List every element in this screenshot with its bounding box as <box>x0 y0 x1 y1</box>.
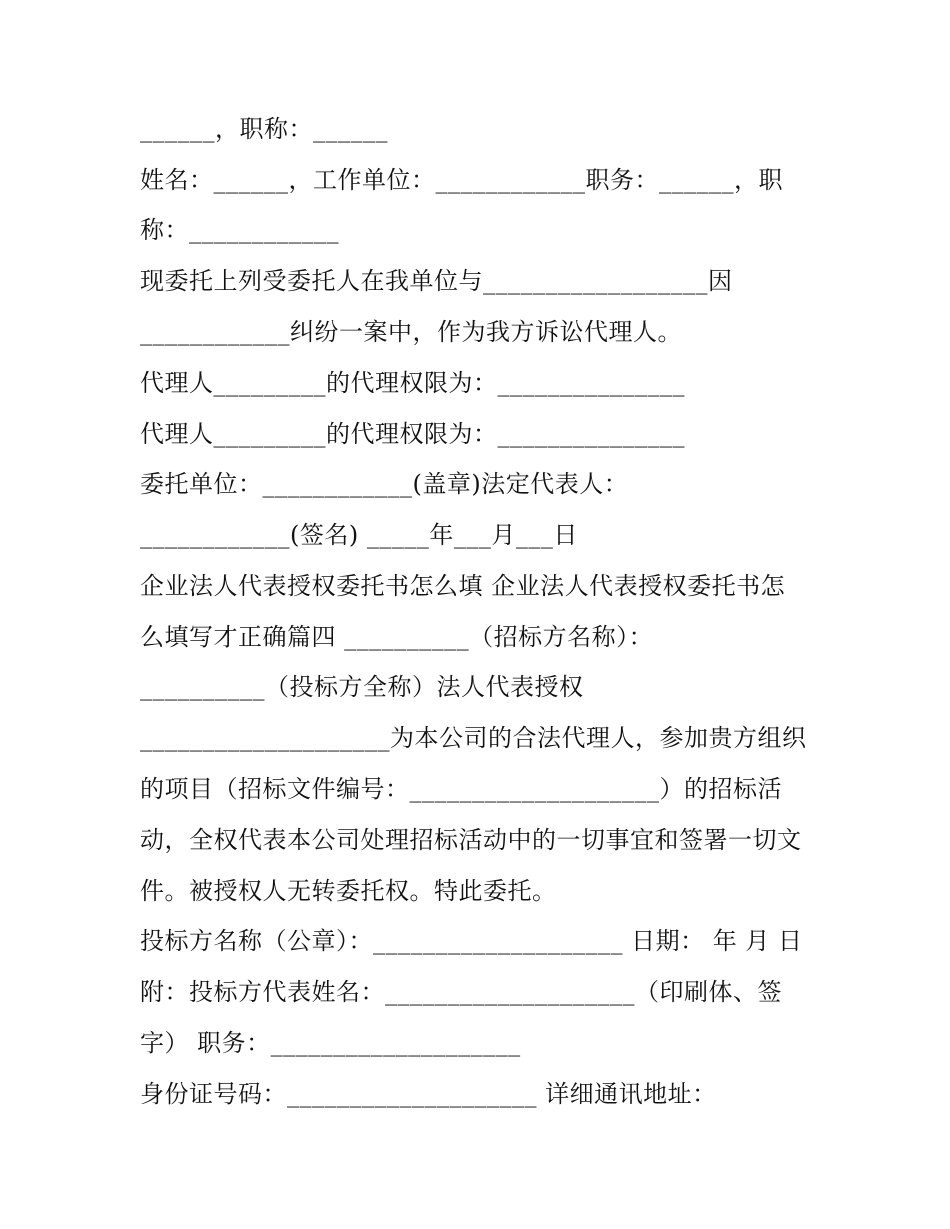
text-line-10: 企业法人代表授权委托书怎么填 企业法人代表授权委托书怎 <box>140 572 786 600</box>
text-line-4: 现委托上列受委托人在我单位与__________________因 <box>140 267 733 295</box>
text-line-12: __________（投标方全称）法人代表授权 <box>140 673 584 701</box>
text-line-17: 投标方名称（公章）：____________________ 日期： 年 月 日 <box>140 927 803 955</box>
text-line-6: 代理人_________的代理权限为：_______________ <box>140 369 685 397</box>
text-line-20: 身份证号码：____________________ 详细通讯地址： <box>140 1080 717 1108</box>
text-line-15: 动，全权代表本公司处理招标活动中的一切事宜和签署一切文 <box>140 826 802 854</box>
text-line-14: 的项目（招标文件编号：____________________）的招标活 <box>140 775 782 803</box>
text-line-18: 附：投标方代表姓名：____________________（印刷体、签 <box>140 978 782 1006</box>
text-line-5: ____________纠纷一案中，作为我方诉讼代理人。 <box>140 318 682 346</box>
text-line-3: 称：____________ <box>140 216 339 244</box>
text-line-11: 么填写才正确篇四 __________（招标方名称）： <box>140 623 654 651</box>
text-line-16: 件。被授权人无转委托权。特此委托。 <box>140 877 557 905</box>
text-line-19: 字） 职务：____________________ <box>140 1029 521 1057</box>
text-line-1: ______，职称：______ <box>140 115 388 143</box>
text-line-7: 代理人_________的代理权限为：_______________ <box>140 420 685 448</box>
text-line-9: ____________(签名) _____年___月___日 <box>140 521 578 549</box>
text-line-8: 委托单位：____________(盖章)法定代表人： <box>140 470 629 498</box>
text-line-2: 姓名：______，工作单位：____________职务：______，职 <box>140 166 783 194</box>
text-line-13: ____________________为本公司的合法代理人，参加贵方组织 <box>140 724 807 752</box>
